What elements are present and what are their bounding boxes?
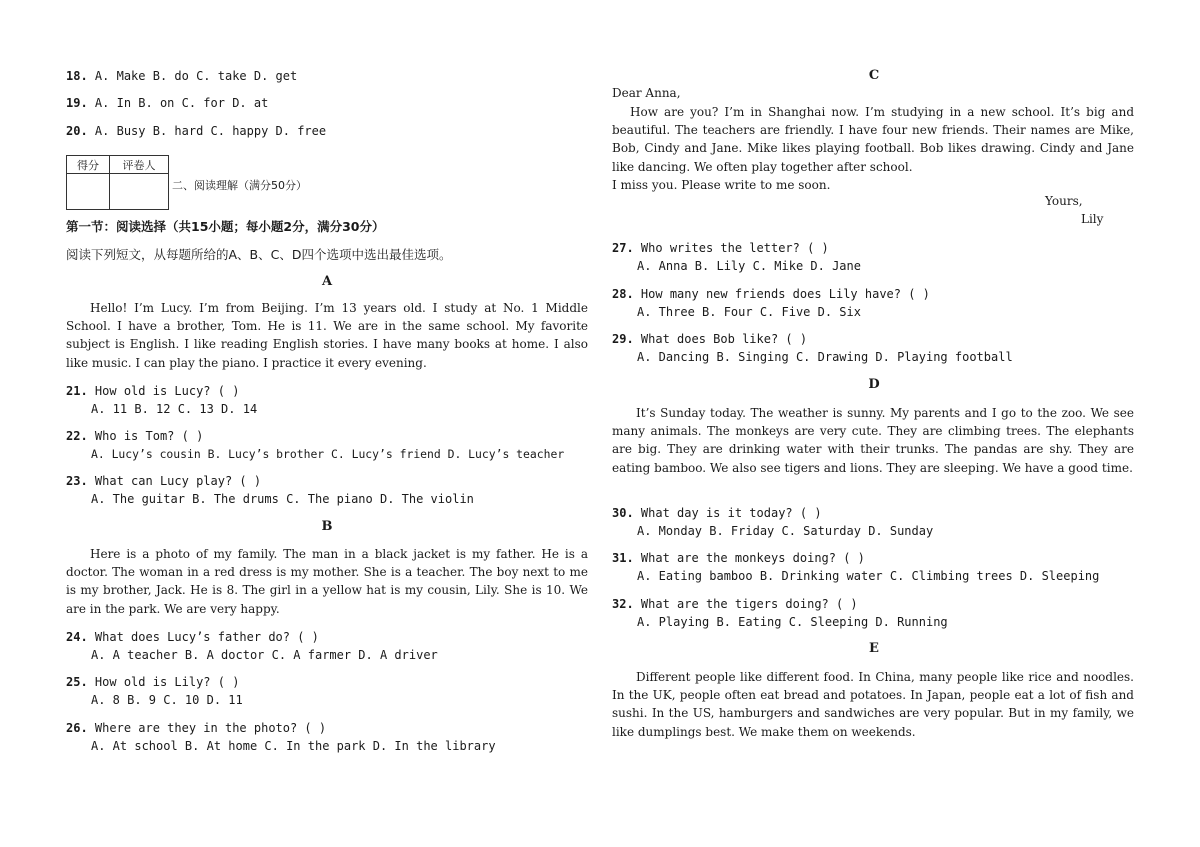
question-25-options: A. 8 B. 9 C. 10 D. 11 [91,693,243,707]
question-32-options: A. Playing B. Eating C. Sleeping D. Running [637,615,948,629]
letter-greeting: Dear Anna, [612,86,681,100]
question-stem: What are the tigers doing? ( ) [640,597,858,611]
question-number: 23. [66,474,88,488]
question-25 [66,675,239,689]
question-23 [66,474,261,488]
passage-label-b: B [321,519,333,534]
score-header: 得分 [67,156,110,174]
grader-header: 评卷人 [110,156,169,174]
question-21-options: A. 11 B. 12 C. 13 D. 14 [91,402,258,416]
question-26-options: A. At school B. At home C. In the park D. In the library [91,739,496,753]
question-number: 28. [612,287,634,301]
passage-d [612,404,1134,477]
question-stem: Who writes the letter? ( ) [640,241,829,255]
question-stem: How old is Lucy? ( ) [94,384,240,398]
question-18 [66,69,297,83]
question-28-options: A. Three B. Four C. Five D. Six [637,305,861,319]
question-number: 25. [66,675,88,689]
question-28 [612,287,930,301]
question-number: 19. [66,96,88,110]
letter-signoff: Yours, [1045,194,1083,208]
question-options: A. In B. on C. for D. at [94,96,269,110]
question-stem: What day is it today? ( ) [640,506,822,520]
question-stem: What are the monkeys doing? ( ) [640,551,865,565]
question-20 [66,124,326,138]
question-number: 27. [612,241,634,255]
passage-a [66,299,588,372]
part-title: 二、阅读理解（满分50分） [172,179,307,192]
question-stem: What does Lucy’s father do? ( ) [94,630,319,644]
question-29 [612,332,807,346]
question-27-options: A. Anna B. Lily C. Mike D. Jane [637,259,861,273]
question-number: 30. [612,506,634,520]
question-32 [612,597,858,611]
passage-e [612,668,1134,741]
passage-text: Different people like different food. In China, many people like rice and noodles. In the UK, people often eat bread and potatoes. In Japan, people eat a lot of fish and sushi. In the US, hamburgers and sandwiches are very popular. But in my family, we like dumplings best. We make them on weekends. [612,670,1134,739]
passage-text: Hello! I’m Lucy. I’m from Beijing. I’m 13 years old. I study at No. 1 Middle School. I have a brother, Tom. He is 11. We are in the same school. My favorite subject is English. I like reading English stories. I have many books at home. I also like music. I can play the piano. I practice it every evening. [66,301,588,370]
letter-body: How are you? I’m in Shanghai now. I’m studying in a new school. It’s big and beautiful. The teachers are friendly. I have four new friends. Their names are Mike, Bob, Cindy and Jane. Mike likes playing football. Bob likes drawing. Cindy and Jane like dancing. We often play together after school. [612,105,1134,174]
question-stem: Where are they in the photo? ( ) [94,721,327,735]
question-number: 18. [66,69,88,83]
question-31-options: A. Eating bamboo B. Drinking water C. Climbing trees D. Sleeping [637,569,1100,583]
passage-label-c: C [868,68,880,83]
question-number: 29. [612,332,634,346]
question-stem: Who is Tom? ( ) [94,429,204,443]
question-30-options: A. Monday B. Friday C. Saturday D. Sunday [637,524,934,538]
question-number: 31. [612,551,634,565]
score-cell [67,174,110,210]
question-24-options: A. A teacher B. A doctor C. A farmer D. A driver [91,648,438,662]
question-22 [66,429,203,443]
question-stem: How many new friends does Lily have? ( ) [640,287,930,301]
passage-text: Here is a photo of my family. The man in a black jacket is my father. He is a doctor. The woman in a red dress is my mother. She is a teacher. The boy next to me is my brother, Jack. He is 8. The girl in a yellow hat is my cousin, Lily. She is 10. We are in the park. We are very happy. [66,547,588,616]
instructions: 阅读下列短文，从每题所给的A、B、C、D四个选项中选出最佳选项。 [66,247,452,262]
question-number: 26. [66,721,88,735]
question-21 [66,384,239,398]
question-23-options: A. The guitar B. The drums C. The piano D. The violin [91,492,474,506]
passage-text: It’s Sunday today. The weather is sunny. My parents and I go to the zoo. We see many animals. The monkeys are very cute. They are climbing trees. The elephants are big. They are drinking water with their trunks. The pandas are shy. They are eating bamboo. We also see tigers and lions. They are sleeping. We have a good time. [612,406,1134,475]
passage-label-d: D [868,377,880,392]
question-26 [66,721,326,735]
passage-label-e: E [869,641,879,656]
question-24 [66,630,319,644]
question-stem: How old is Lily? ( ) [94,675,240,689]
question-29-options: A. Dancing B. Singing C. Drawing D. Playing football [637,350,1013,364]
question-number: 20. [66,124,88,138]
question-number: 24. [66,630,88,644]
section-heading: 第一节：阅读选择（共15小题；每小题2分，满分30分） [66,219,385,234]
question-19 [66,96,268,110]
passage-label-a: A [321,274,333,289]
question-30 [612,506,822,520]
question-stem: What does Bob like? ( ) [640,332,808,346]
question-number: 22. [66,429,88,443]
question-22-options: A. Lucy’s cousin B. Lucy’s brother C. Lucy’s friend D. Lucy’s teacher [91,447,565,461]
question-stem: What can Lucy play? ( ) [94,474,262,488]
grader-cell [110,174,169,210]
letter-closing-line: I miss you. Please write to me soon. [612,177,831,192]
question-options: A. Busy B. hard C. happy D. free [94,124,327,138]
passage-b [66,545,588,618]
passage-c [612,103,1134,194]
question-27 [612,241,829,255]
question-31 [612,551,865,565]
question-number: 32. [612,597,634,611]
question-options: A. Make B. do C. take D. get [94,69,298,83]
question-number: 21. [66,384,88,398]
letter-signature: Lily [1081,212,1104,226]
score-box [66,155,169,210]
